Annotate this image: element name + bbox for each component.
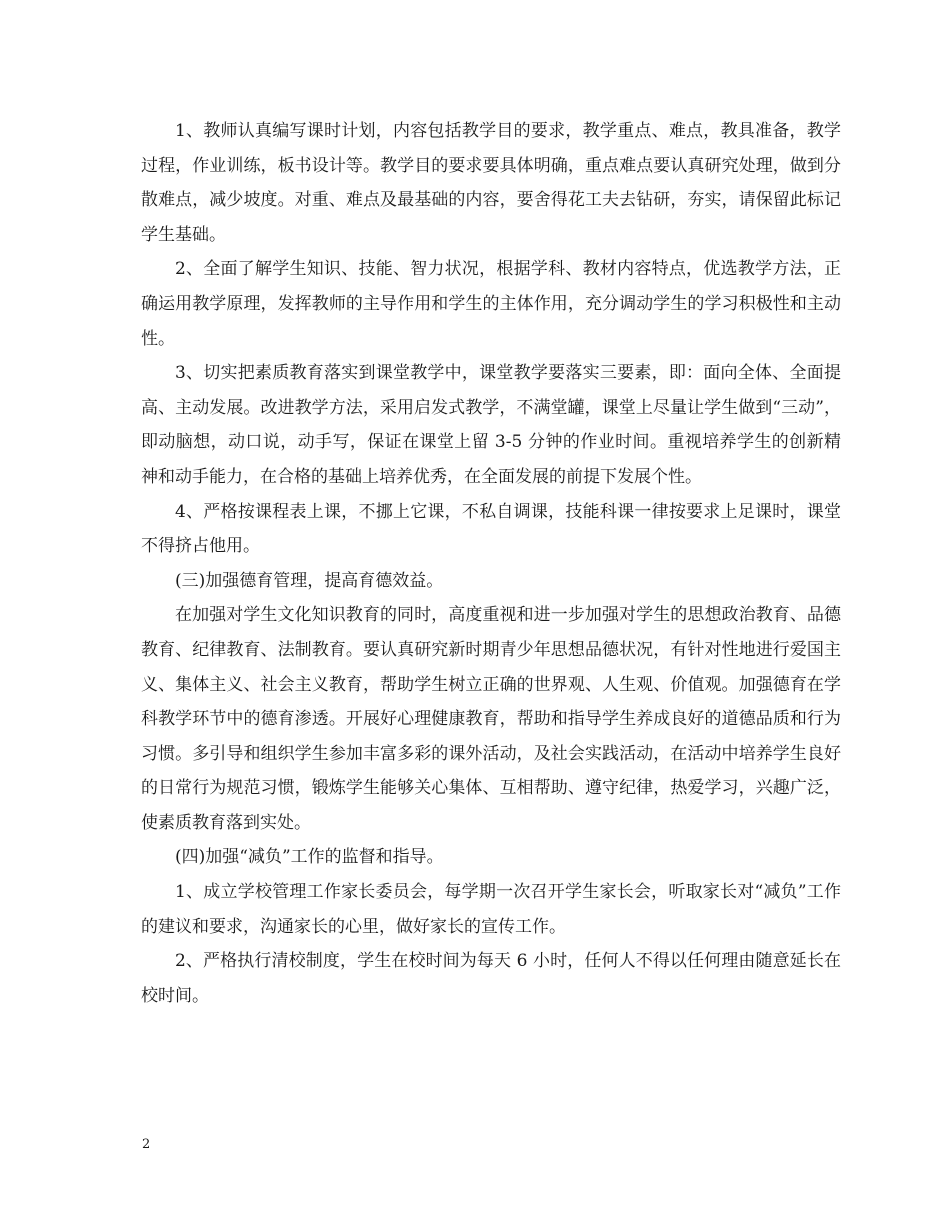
paragraph-understand-students: 2、全面了解学生知识、技能、智力状况，根据学科、教材内容特点，优选教学方法，正确运用教学原理，发挥教师的主导作用和学生的主体作用，充分调动学生的学习积极性和主动性。	[141, 259, 841, 349]
section-heading-burden-reduction: (四)加强“减负”工作的监督和指导。	[175, 847, 444, 868]
section-heading-moral-education: (三)加强德育管理，提高育德效益。	[175, 570, 444, 591]
paragraph-lesson-plan: 1、教师认真编写课时计划，内容包括教学目的要求，教学重点、难点，教具准备，教学过程，作业训练，板书设计等。教学目的要求要具体明确，重点难点要认真研究处理，做到分散难点，减少坡度。对重、难点及最基础的内容，要舍得花工夫去钻研，夯实，请保留此标记学生基础。	[141, 121, 841, 245]
paragraph-moral-education: 在加强对学生文化知识教育的同时，高度重视和进一步加强对学生的思想政治教育、品德教育、纪律教育、法制教育。要认真研究新时期青少年思想品德状况，有针对性地进行爱国主义、集体主义、社会主义教育，帮助学生树立正确的世界观、人生观、价值观。加强德育在学科教学环节中的德育渗透。开展好心理健康教育，帮助和指导学生养成良好的道德品质和行为习惯。多引导和组织学生参加丰富多彩的课外活动，及社会实践活动，在活动中培养学生良好的日常行为规范习惯，锻炼学生能够关心集体、互相帮助、遵守纪律，热爱学习，兴趣广泛，使素质教育落到实处。	[141, 605, 841, 833]
paragraph-timetable: 4、严格按课程表上课，不挪上它课，不私自调课，技能科课一律按要求上足课时，课堂不得挤占他用。	[141, 501, 841, 557]
paragraph-quality-education: 3、切实把素质教育落实到课堂教学中，课堂教学要落实三要素，即：面向全体、全面提高、主动发展。改进教学方法，采用启发式教学，不满堂罐，课堂上尽量让学生做到“三动”，即动脑想，动口说，动手写，保证在课堂上留 3-5 分钟的作业时间。重视培养学生的创新精神和动手能力，在合格的基础上培养优秀，在全面发展的前提下发展个性。	[141, 363, 841, 487]
document-body	[141, 114, 841, 1013]
page-number: 2	[142, 1137, 151, 1152]
paragraph-parent-committee: 1、成立学校管理工作家长委员会，每学期一次召开学生家长会，听取家长对“减负”工作的建议和要求，沟通家长的心里，做好家长的宣传工作。	[141, 882, 841, 937]
paragraph-school-hours: 2、严格执行清校制度，学生在校时间为每天 6 小时，任何人不得以任何理由随意延长在校时间。	[141, 951, 841, 1006]
